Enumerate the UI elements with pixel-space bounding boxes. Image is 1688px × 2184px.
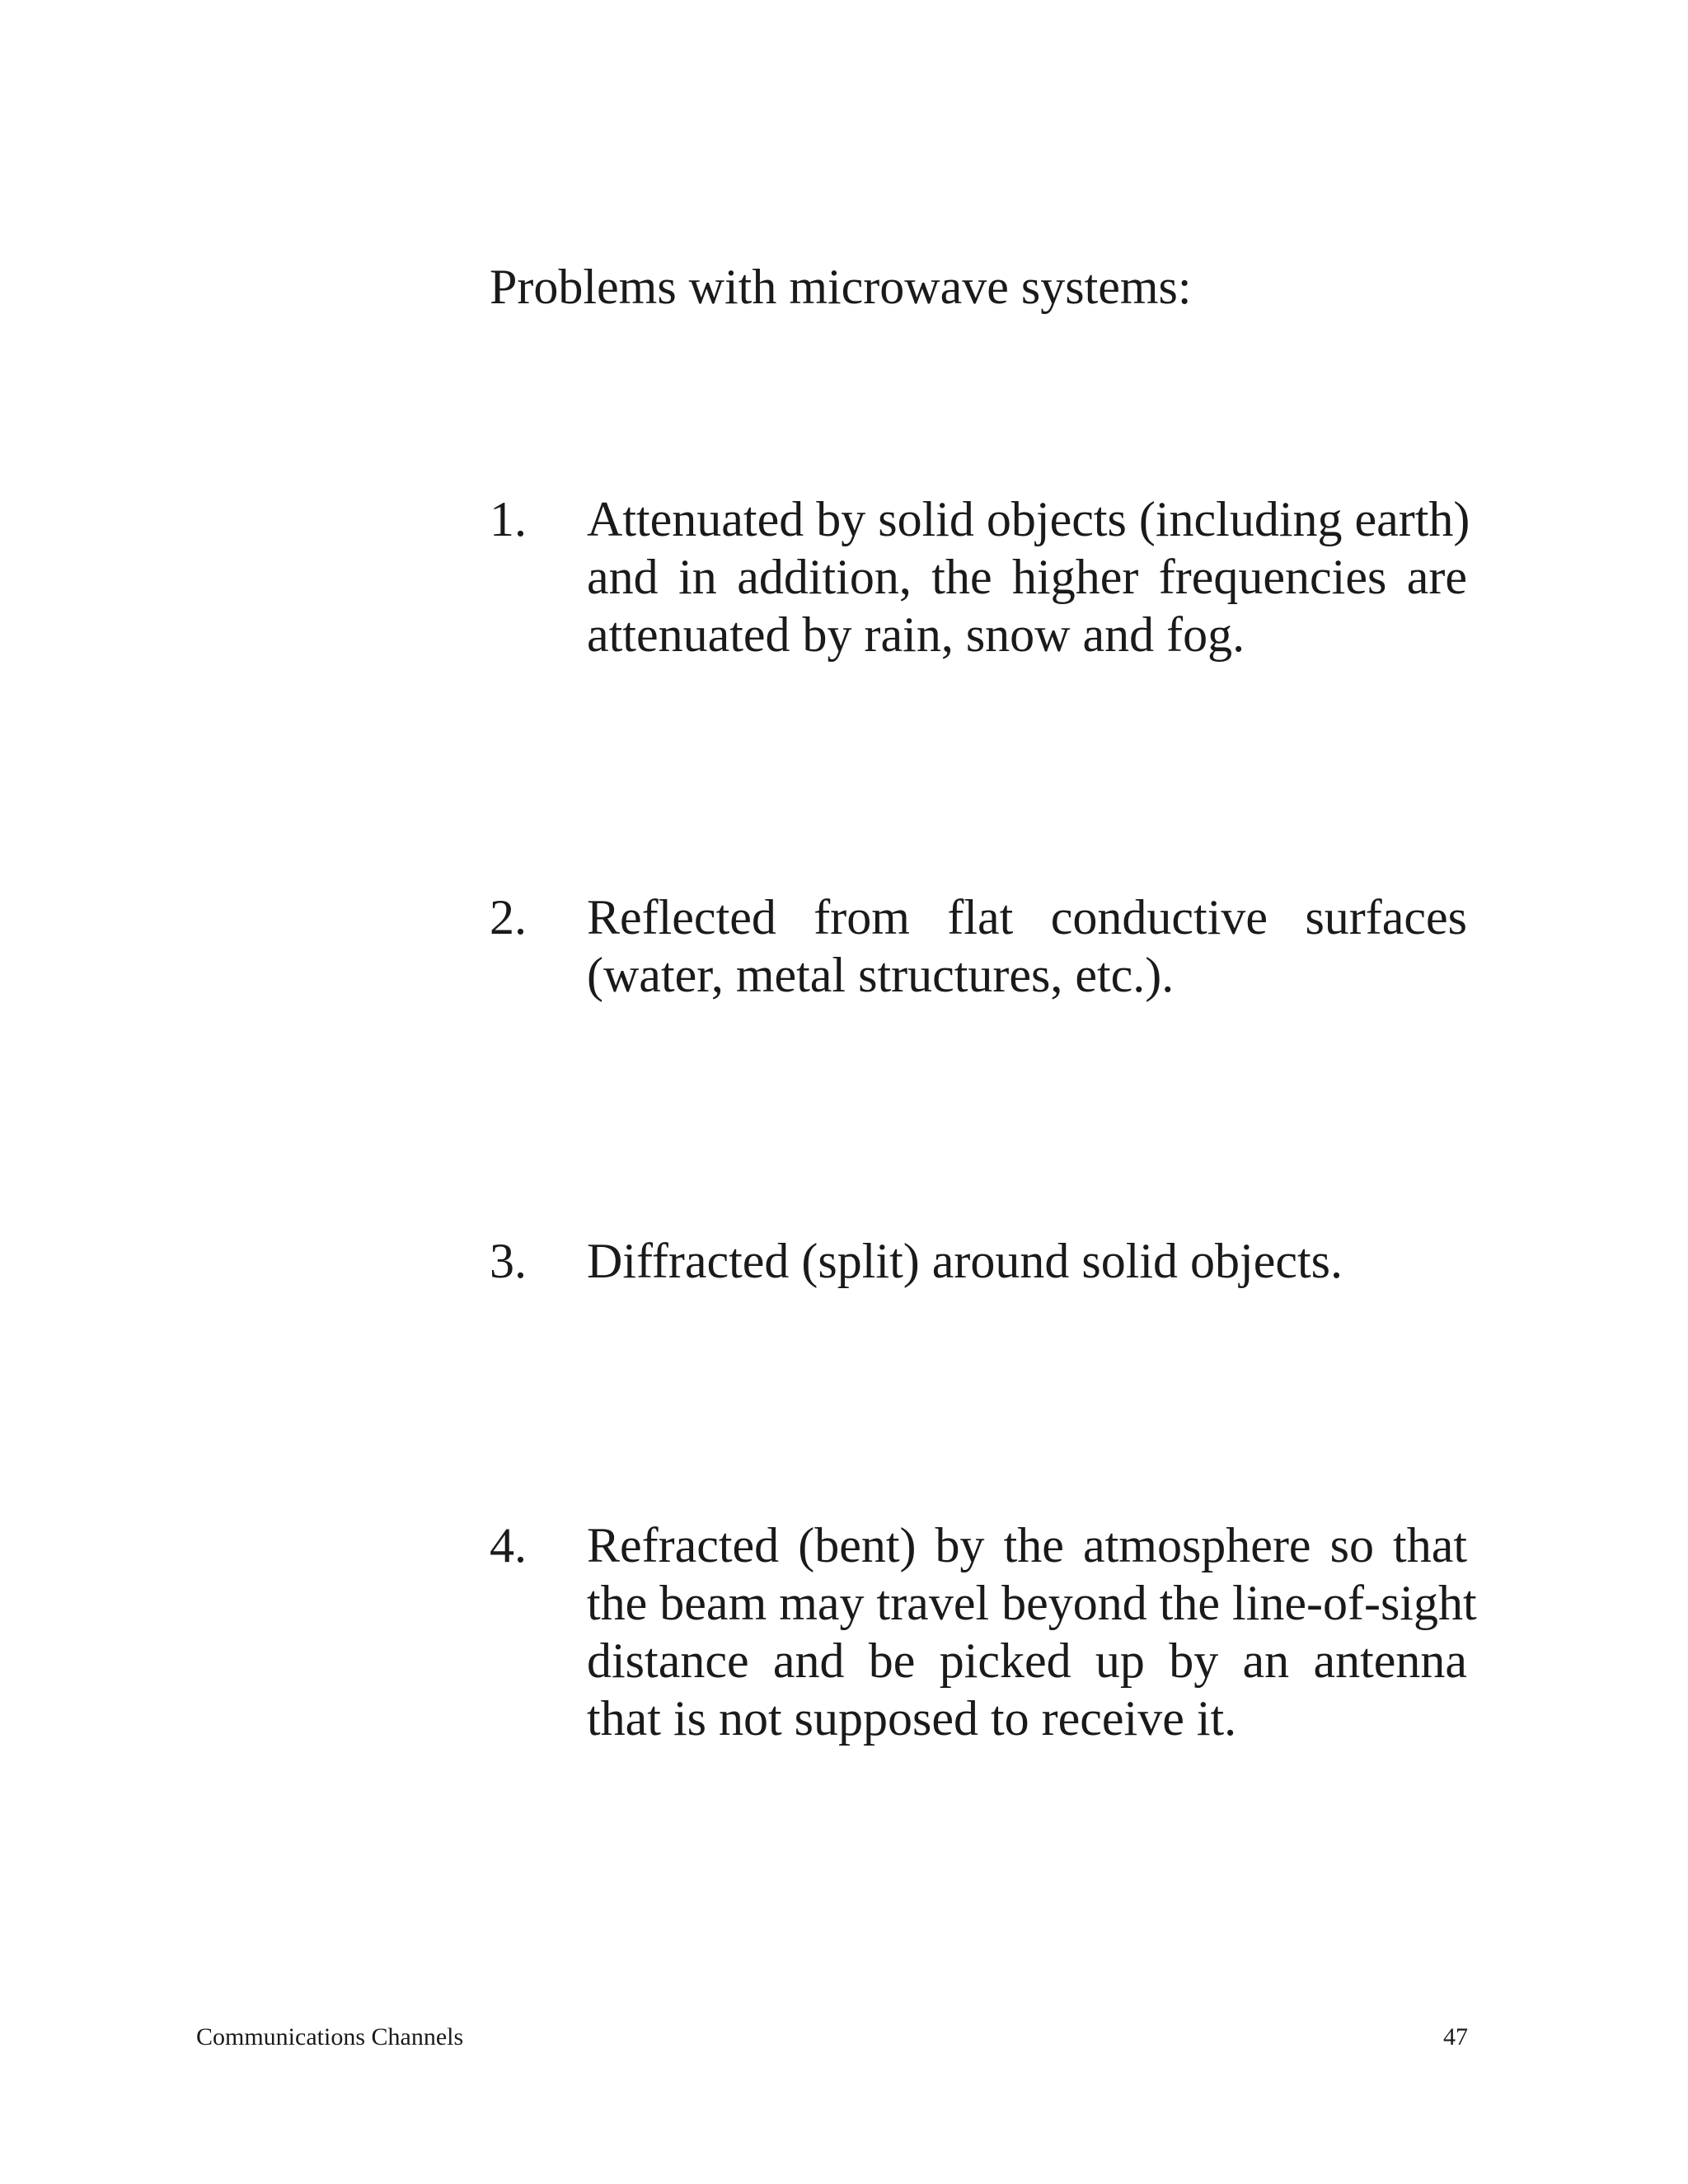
list-item-line: Attenuated by solid objects (including earth) <box>587 492 1470 546</box>
list-item-number: 1. <box>490 492 527 546</box>
list-item-line: distance and be picked up by an antenna <box>587 1633 1467 1688</box>
list-item-line: the beam may travel beyond the line-of-sight <box>587 1576 1477 1630</box>
list-item-line: that is not supposed to receive it. <box>587 1691 1237 1746</box>
list-item-text <box>587 490 1470 663</box>
list-item-line: attenuated by rain, snow and fog. <box>587 607 1245 662</box>
list-item-number: 4. <box>490 1518 527 1572</box>
list-item <box>490 1516 1477 1747</box>
list-item-text <box>587 888 1467 1004</box>
page-number: 47 <box>1443 2023 1468 2050</box>
list-item-line: Diffracted (split) around solid objects. <box>587 1234 1343 1288</box>
list-item <box>490 490 1470 663</box>
list-item-number: 2. <box>490 890 527 944</box>
list-item-line: Reflected from flat conductive surfaces <box>587 890 1467 944</box>
list-item <box>490 888 1467 1004</box>
list-item-number: 3. <box>490 1234 527 1288</box>
list-item-text <box>587 1232 1467 1290</box>
list-item-line: (water, metal structures, etc.). <box>587 948 1175 1002</box>
footer-title: Communications Channels <box>196 2023 464 2050</box>
list-item-line: and in addition, the higher frequencies are <box>587 550 1467 604</box>
list-item-line: Refracted (bent) by the atmosphere so that <box>587 1518 1467 1572</box>
list-item <box>490 1232 1467 1290</box>
list-item-text <box>587 1516 1477 1747</box>
page-heading: Problems with microwave systems: <box>490 260 1192 314</box>
